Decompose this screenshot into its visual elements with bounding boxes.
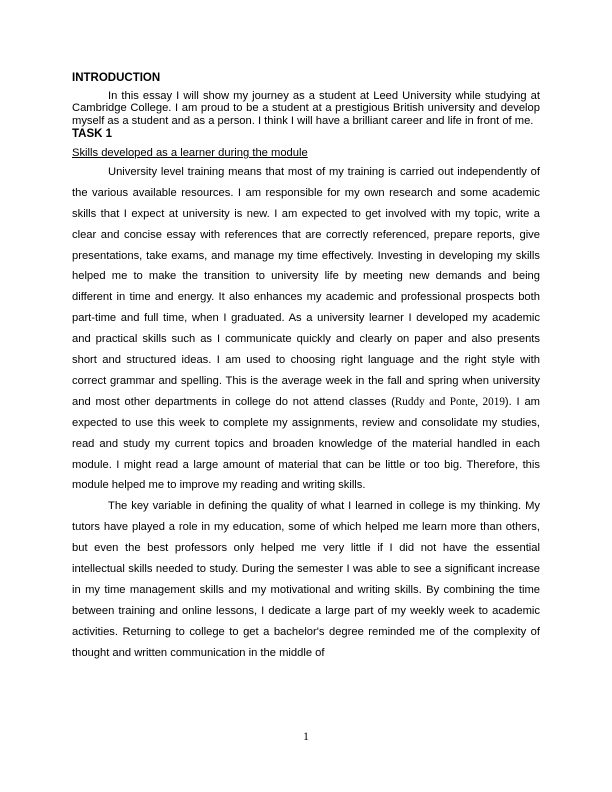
body-paragraph-1	[72, 162, 540, 497]
introduction-paragraph: In this essay I will show my journey as a student at Leed University while studying at Cambridge College. I am proud to be a student at a prestigious British university and develop myself as a student and as a person. I think I will have a brilliant career and life in front of me.	[72, 90, 540, 127]
task-subheading: Skills developed as a learner during the module	[72, 146, 308, 159]
task-heading: TASK 1	[72, 127, 113, 140]
citation: Ruddy and Ponte, 2019	[394, 395, 505, 408]
introduction-heading: INTRODUCTION	[72, 72, 161, 84]
body-paragraph-2: The key variable in defining the quality of what I learned in college is my thinking. My tutors have played a role in my education, some of which helped me learn more than others, but even the best professors only helped me very little if I did not have the essential intellectual skills needed to study. During the semester I was able to see a significant increase in my time management skills and my motivational and writing skills. By combining the time between training and online lessons, I dedicate a large part of my weekly week to academic activities. Returning to college to get a bachelor's degree reminded me of the complexity of thought and written communication in the middle of	[72, 500, 540, 659]
page-number: 1	[303, 731, 309, 743]
paragraph-1-text-end: ). I am expected to use this week to complete my assignments, review and consolidate my studies, read and study my current topics and broaden knowledge of the material handled in each module. I might read a large amount of material that can be little or too big. Therefore, this module helped me to improve my reading and writing skills.	[72, 395, 540, 492]
page-content	[72, 72, 540, 664]
paragraph-1-text-start: University level training means that most of my training is carried out independently of the various available resources. I am responsible for my own research and some academic skills that I expect at university is new. I am expected to get involved with my topic, write a clear and concise essay with references that are correctly referenced, prepare reports, give presentations, take exams, and manage my time effectively. Investing in developing my skills helped me to make the transition to university life by meeting new demands and being different in time and energy. It also enhances my academic and professional prospects both part-time and full time, when I graduated. As a university learner I developed my academic and practical skills such as I communicate quickly and clearly on paper and also presents short and structured ideas. I am used to choosing right language and the right style with correct grammar and spelling. This is the average week in the fall and spring when university and most other departments in college do not attend classes (	[72, 165, 540, 408]
